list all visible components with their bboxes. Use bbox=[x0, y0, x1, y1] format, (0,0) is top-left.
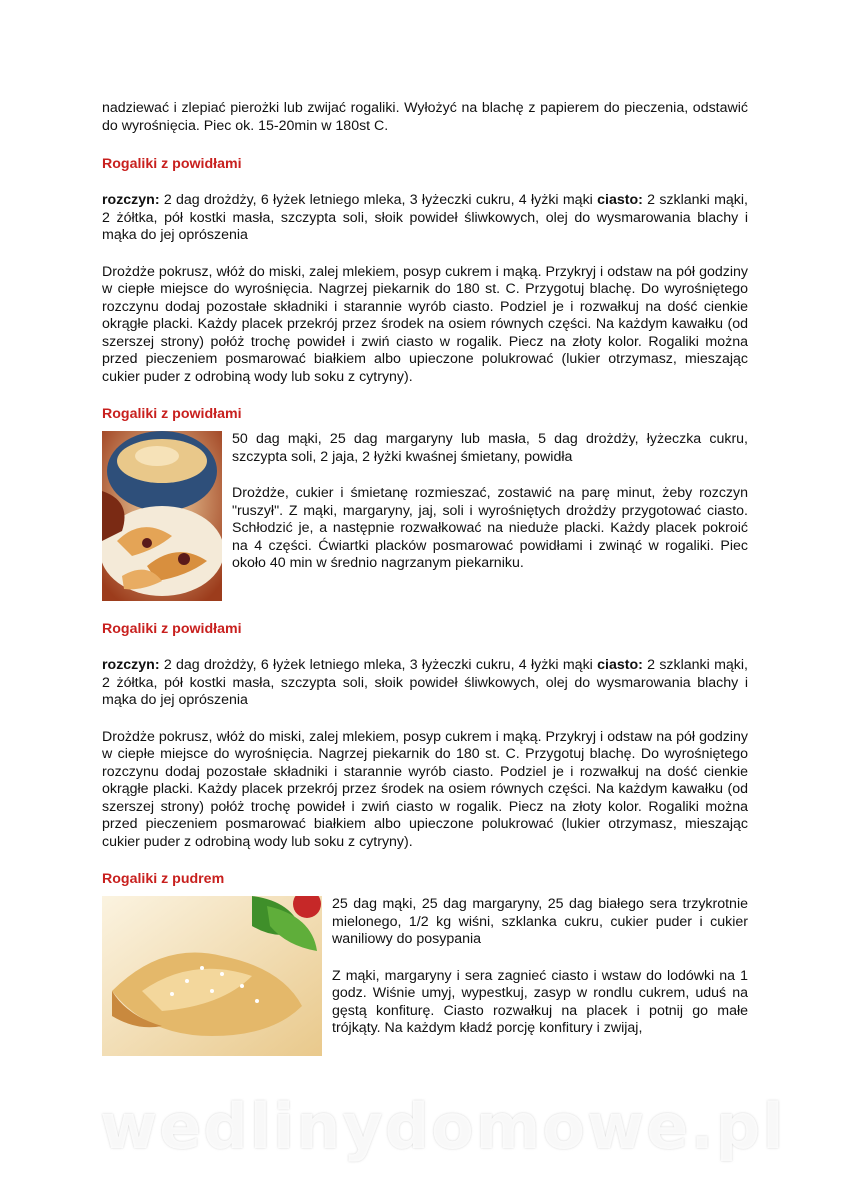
label-ciasto: ciasto: bbox=[597, 192, 643, 208]
recipe-4-method: Z mąki, margaryny i sera zagnieć ciasto i wstaw do lodówki na 1 godz. Wiśnie umyj, wypestkuj, zasyp w rondlu cukrem, uduś na gęstą konfiturę. Ciasto rozwałkuj na placek i potnij go małe trójkąty. Na każdym kładź porcję konfitury i zwijaj, bbox=[332, 967, 748, 1036]
ingredients-rozczyn: 2 dag drożdży, 6 łyżek letniego mleka, 3 łyżeczki cukru, 4 łyżki mąki bbox=[159, 192, 598, 208]
recipe-3-ingredients bbox=[102, 657, 748, 710]
recipe-4-ingredients: 25 dag mąki, 25 dag margaryny, 25 dag białego sera trzykrotnie mielonego, 1/2 kg wiśni, szklanka cukru, cukier puder i cukier waniliowy do posypania bbox=[332, 896, 748, 947]
rogaliki-pudrem-photo bbox=[102, 896, 322, 1056]
ingredients-rozczyn: 2 dag drożdży, 6 łyżek letniego mleka, 3 łyżeczki cukru, 4 łyżki mąki bbox=[159, 657, 598, 673]
rogaliki-photo bbox=[102, 431, 222, 601]
ingredients-ciasto: 2 szklanki mąki, 2 żółtka, pół kostki masła, szczypta soli, słoik powideł śliwkowych, olej do wysmarowania blachy i mąka do jej oprószenia bbox=[102, 657, 748, 708]
recipe-3-title: Rogaliki z powidłami bbox=[102, 621, 242, 637]
document-page bbox=[102, 100, 748, 1056]
recipe-2-title: Rogaliki z powidłami bbox=[102, 406, 242, 422]
recipe-1-ingredients bbox=[102, 192, 748, 245]
recipe-2-method: Drożdże, cukier i śmietanę rozmieszać, zostawić na parę minut, żeby rozczyn "ruszył". Z mąki, margaryny, jaj, soli i wyrośniętych drożdży przygotować ciasto. Schłodzić je, a następnie rozwałkować na nieduże placki. Każdy placek pokroić na 4 części. Ćwiartki placków posmarować powidłami i zwinąć w rogaliki. Piec około 40 min w średnio nagrzanym piekarniku. bbox=[232, 485, 748, 571]
recipe-4 bbox=[102, 870, 748, 1056]
recipe-4-title: Rogaliki z pudrem bbox=[102, 871, 225, 887]
recipe-2-ingredients: 50 dag mąki, 25 dag margaryny lub masła, 5 dag drożdży, łyżeczka cukru, szczypta soli, 2 jaja, 2 łyżki kwaśnej śmietany, powidła bbox=[232, 431, 748, 465]
ingredients-ciasto: 2 szklanki mąki, 2 żółtka, pół kostki masła, szczypta soli, słoik powideł śliwkowych, olej do wysmarowania blachy i mąka do jej oprószenia bbox=[102, 192, 748, 243]
recipe-1-title: Rogaliki z powidłami bbox=[102, 156, 242, 172]
recipe-2 bbox=[102, 405, 748, 601]
intro-paragraph: nadziewać i zlepiać pierożki lub zwijać rogaliki. Wyłożyć na blachę z papierem do pieczenia, odstawić do wyrośnięcia. Piec ok. 15-20min w 180st C. bbox=[102, 100, 748, 134]
label-ciasto: ciasto: bbox=[597, 657, 643, 673]
recipe-3 bbox=[102, 620, 748, 851]
watermark: wedlinydomowe.pl bbox=[100, 1090, 786, 1163]
label-rozczyn: rozczyn: bbox=[102, 657, 160, 673]
recipe-1 bbox=[102, 155, 748, 386]
recipe-1-method: Drożdże pokrusz, włóż do miski, zalej mlekiem, posyp cukrem i mąką. Przykryj i odstaw na pół godziny w ciepłe miejsce do wyrośnięcia. Nagrzej piekarnik do 180 st. C. Przygotuj blachę. Do wyrośniętego rozczynu dodaj pozostałe składniki i starannie wyrób ciasto. Podziel je i rozwałkuj na dość cienkie okrągłe placki. Każdy placek przekrój przez środek na osiem równych części. Na każdym kawałku (od szerszej strony) połóż trochę powideł i zwiń ciasto w rogalik. Piecz na złoty kolor. Rogaliki można przed pieczeniem posmarować białkiem albo upieczone polukrować (lukier otrzymasz, mieszając cukier puder z odrobiną wody lub soku z cytryny). bbox=[102, 263, 748, 385]
label-rozczyn: rozczyn: bbox=[102, 192, 160, 208]
recipe-3-method: Drożdże pokrusz, włóż do miski, zalej mlekiem, posyp cukrem i mąką. Przykryj i odstaw na pół godziny w ciepłe miejsce do wyrośnięcia. Nagrzej piekarnik do 180 st. C. Przygotuj blachę. Do wyrośniętego rozczynu dodaj pozostałe składniki i starannie wyrób ciasto. Podziel je i rozwałkuj na dość cienkie okrągłe placki. Każdy placek przekrój przez środek na osiem równych części. Na każdym kawałku (od szerszej strony) połóż trochę powideł i zwiń ciasto w rogalik. Piecz na złoty kolor. Rogaliki można przed pieczeniem posmarować białkiem albo upieczone polukrować (lukier otrzymasz, mieszając cukier puder z odrobiną wody lub soku z cytryny). bbox=[102, 728, 748, 850]
